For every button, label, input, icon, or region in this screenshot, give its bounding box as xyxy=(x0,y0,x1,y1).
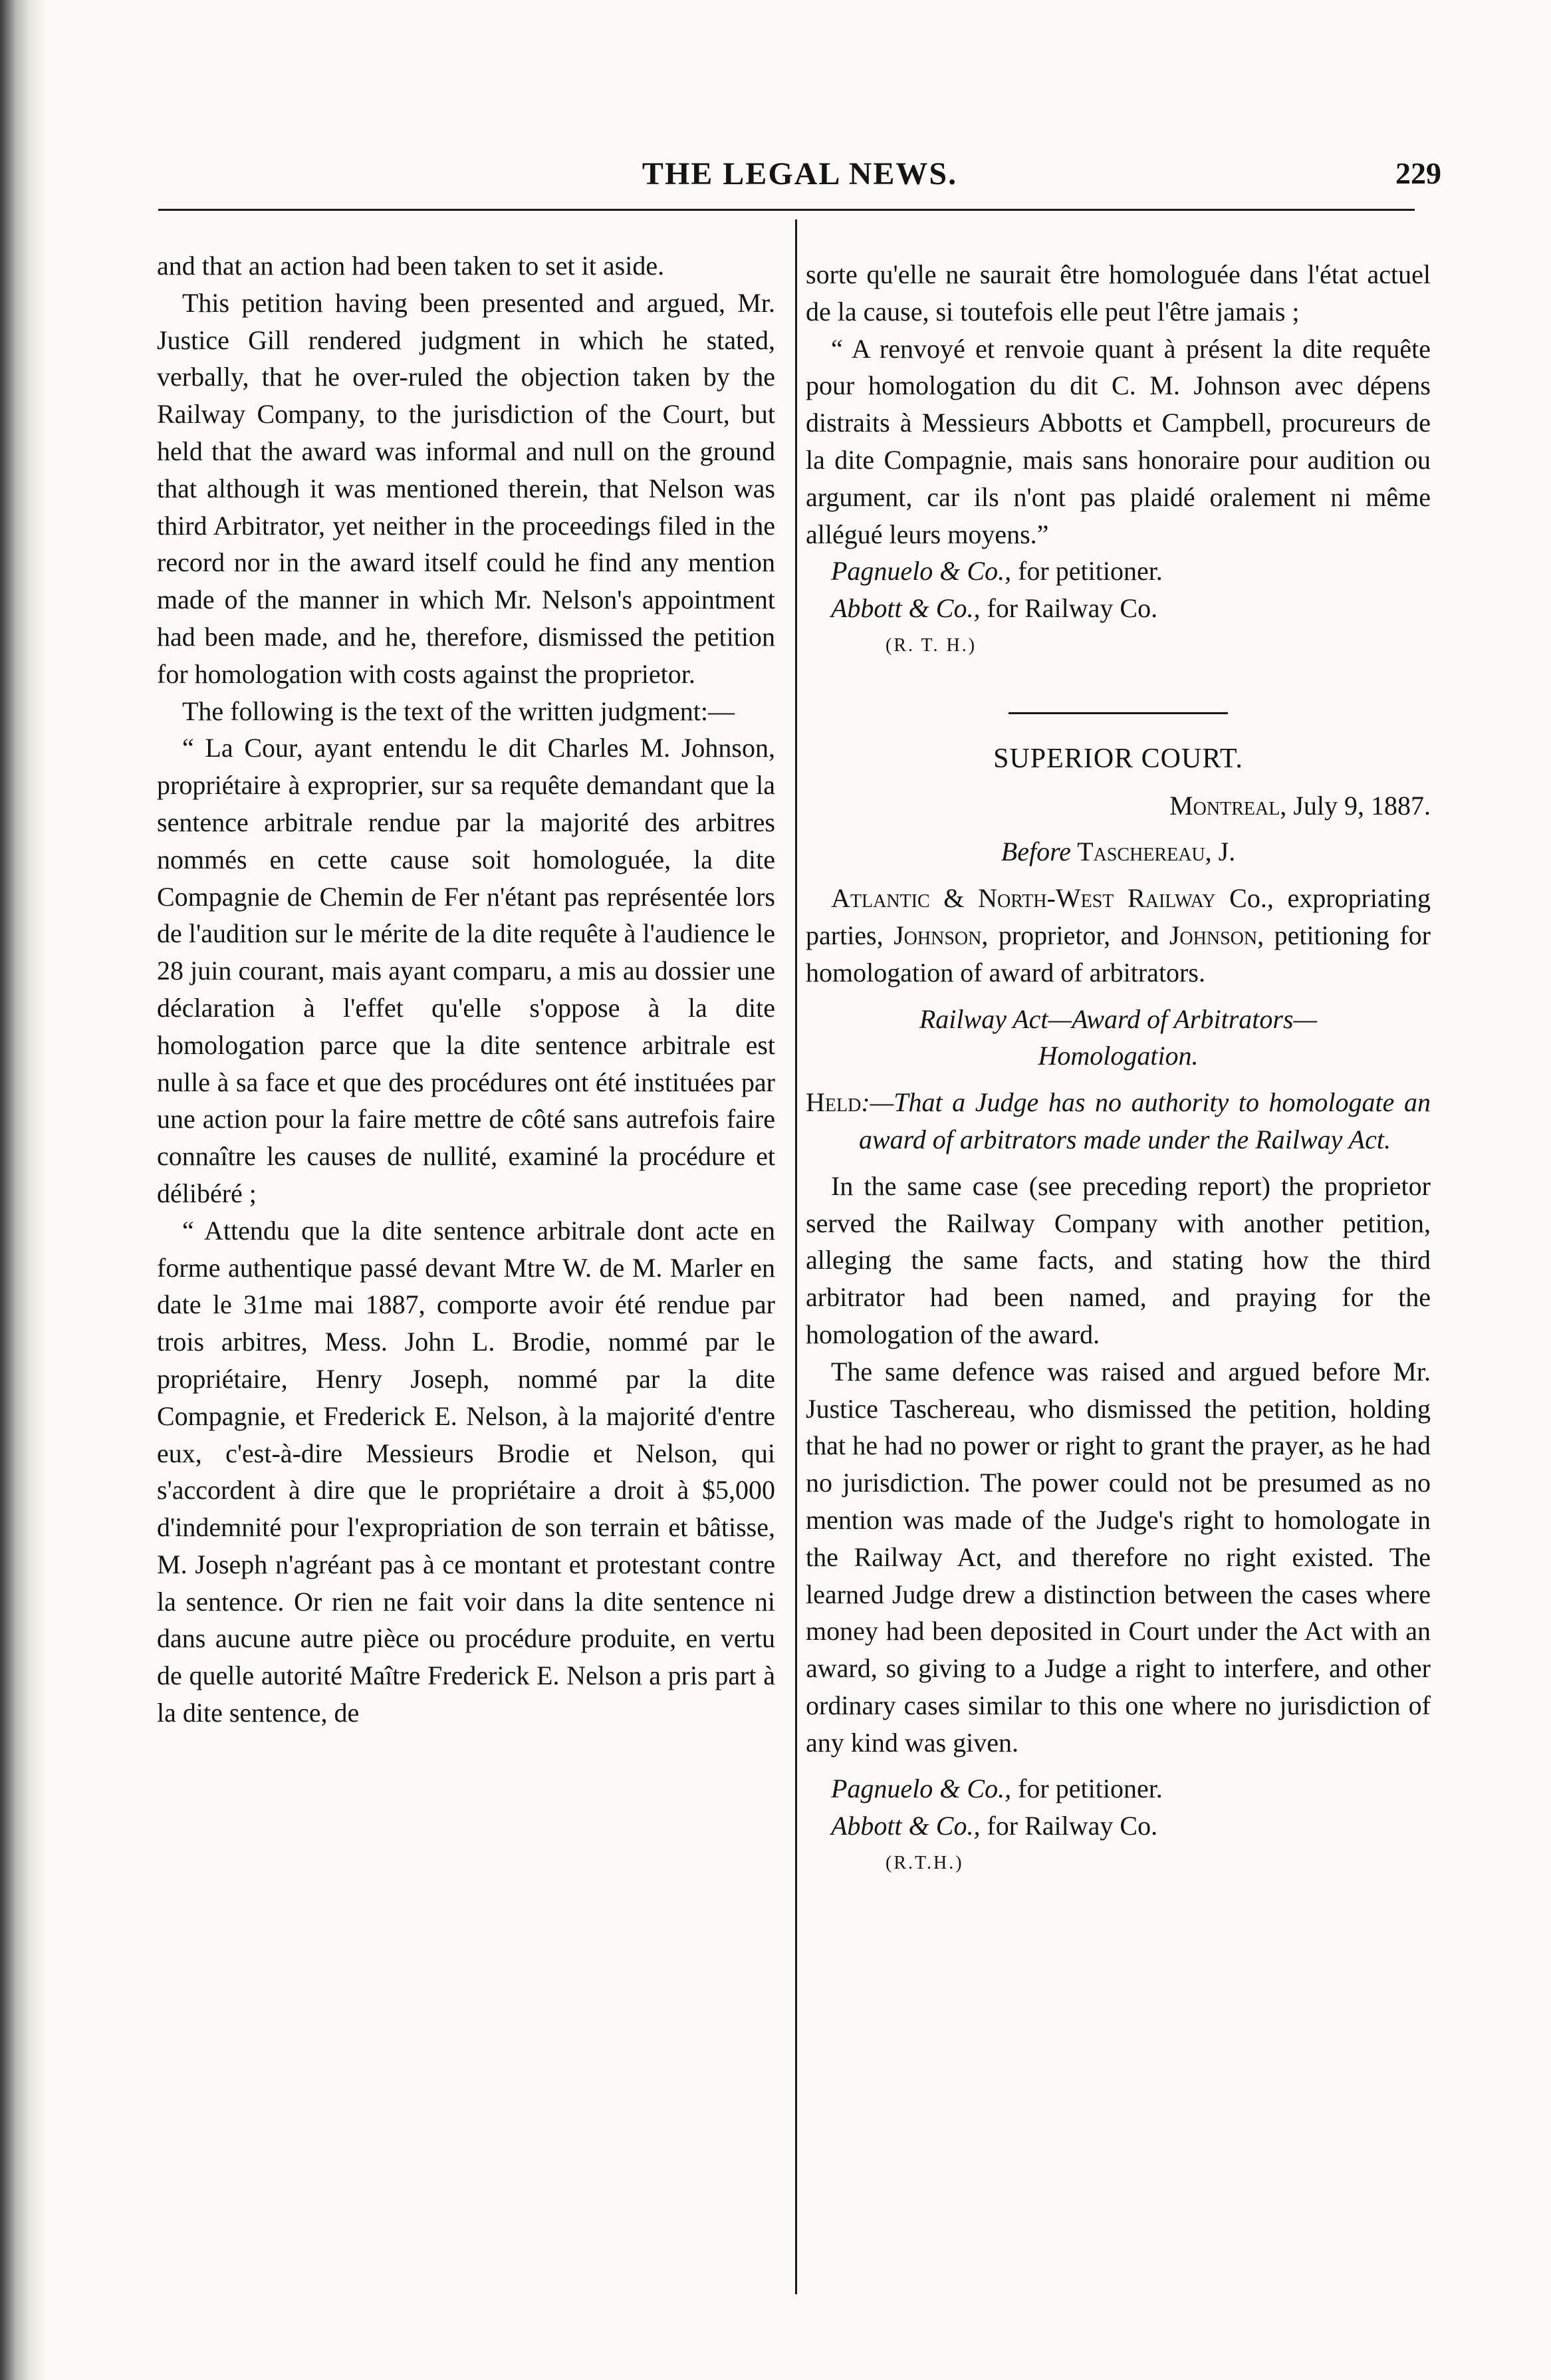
paragraph: This petition having been presented and argued, Mr. Justice Gill rendered judgment in which he stated, verbally, that he over-ruled the objection taken by the Railway Company, to the jurisdiction of the Court, but held that the award was informal and null on the ground that although it was mentioned therein, that Nelson was third Arbitrator, yet neither in the proceedings filed in the record nor in the award itself could he find any mention made of the manner in which Mr. Nelson's appointment had been made, and he, therefore, dismissed the petition for homologation with costs against the proprietor. xyxy=(157,287,775,689)
counsel-line xyxy=(806,553,1431,590)
held-label: Held xyxy=(806,1087,862,1118)
reporter-initials: (R.T.H.) xyxy=(886,1853,964,1874)
party-name: Johnson xyxy=(894,920,982,950)
judge-line xyxy=(806,833,1431,870)
party-name: Johnson xyxy=(1169,920,1258,950)
paragraph: “ Attendu que la dite sentence arbitrale dont acte en forme authentique passé devant Mtre W. de M. Marler en date le 31me mai 1887, comporte avoir été rendue par trois arbitres, Mess. John L. Brodie, nommé par le propriétaire, Henry Joseph, nommé par la dite Compagnie, et Frederick E. Nelson, à la majorité d'entre eux, c'est-à-dire Messieurs Brodie et Nelson, qui s'accordent à dire que le propriétaire a droit à $5,000 d'indemnité pour l'expropriation de son terrain et bâtisse, M. Joseph n'agréant pas à ce montant et protestant contre la sentence. Or rien ne fait voir dans la dite sentence ni dans aucune autre pièce ou procédure produite, en vertu de quelle autorité Maître Frederick E. Nelson a pris part à la dite sentence, de xyxy=(157,1215,775,1728)
page-header xyxy=(158,156,1441,196)
left-column xyxy=(157,247,775,1732)
running-title: THE LEGAL NEWS. xyxy=(642,156,958,192)
counsel-role: for Railway Co. xyxy=(980,593,1158,624)
counsel-line xyxy=(806,590,1431,627)
paragraph: “ La Cour, ayant entendu le dit Charles M. Johnson, propriétaire à exproprier, sur sa requête demandant que la sentence arbitrale rendue par la majorité des arbitres nommés en cette cause soit homologuée, la dite Compagnie de Chemin de Fer n'étant pas représentée lors de l'audition sur le mérite de la dite requête à l'audience le 28 juin courant, mais ayant comparu, a mis au dossier une déclaration à l'effet qu'elle s'oppose à la dite homologation parce que la dite sentence arbitrale est nulle à sa face et que des procédures ont été instituées par une action pour la faire mettre de côté sans autrefois faire connaître les causes de nullité, examiné la procédure et délibéré ; xyxy=(157,733,775,1208)
counsel-line xyxy=(806,1770,1431,1807)
held-text: :—That a Judge has no authority to homologate an award of arbitrators made under the Railway Act. xyxy=(859,1087,1431,1154)
party-name: North-West Railway xyxy=(978,883,1216,914)
page-number: 229 xyxy=(1395,156,1441,190)
party-text: , proprietor, and xyxy=(981,920,1169,950)
counsel-name: Pagnuelo & Co., xyxy=(831,556,1012,587)
headnote-line: Railway Act—Award of Arbitrators— xyxy=(919,1003,1318,1034)
counsel-role: for petitioner. xyxy=(1011,1774,1163,1804)
header-rule xyxy=(158,209,1415,211)
paragraph: sorte qu'elle ne saurait être homologuée dans l'état actuel de la cause, si toutefois elle peut l'être jamais ; xyxy=(806,259,1431,327)
place: Montreal, xyxy=(1169,790,1287,821)
paragraph: In the same case (see preceding report) the proprietor served the Railway Company with another petition, alleging the same facts, and stating how the third arbitrator had been named, and praying for the homologation of the award. xyxy=(806,1170,1431,1349)
paragraph: “ A renvoyé et renvoie quant à présent la dite requête pour homologation du dit C. M. Johnson avec dépens distraits à Messieurs Abbotts et Campbell, procureurs de la dite Compagnie, mais sans honoraire pour audition ou argument, car ils n'ont pas plaidé oralement ni même allégué leurs moyens.” xyxy=(806,333,1431,549)
reporter-initials: (R. T. H.) xyxy=(886,634,977,656)
column-divider xyxy=(795,219,797,2294)
date: July 9, 1887. xyxy=(1286,790,1431,821)
headnote-line: Homologation. xyxy=(1038,1041,1199,1071)
place-date xyxy=(806,787,1431,825)
counsel-role: for Railway Co. xyxy=(980,1811,1158,1841)
counsel-line xyxy=(806,1807,1431,1845)
party-name: Atlantic xyxy=(831,883,930,914)
held-note xyxy=(806,1084,1431,1158)
party-text: & xyxy=(929,883,979,914)
counsel-name: Abbott & Co., xyxy=(831,593,981,624)
page-edge-shadow xyxy=(0,0,47,2380)
paragraph: The following is the text of the written judgment:— xyxy=(182,696,735,726)
before-label: Before xyxy=(1001,837,1071,867)
counsel-name: Pagnuelo & Co., xyxy=(831,1774,1012,1804)
court-heading: SUPERIOR COURT. xyxy=(993,743,1243,774)
paragraph: and that an action had been taken to set it aside. xyxy=(157,251,665,281)
counsel-name: Abbott & Co., xyxy=(831,1811,981,1841)
right-column xyxy=(806,256,1431,1882)
party-text: Co., expropriating parties, xyxy=(806,883,1431,950)
section-rule xyxy=(1009,712,1228,714)
judge-name: Taschereau, J. xyxy=(1070,837,1236,867)
paragraph: The same defence was raised and argued before Mr. Justice Taschereau, who dismissed the petition, holding that he had no power or right to grant the prayer, as he had no jurisdiction. The power could not be presumed as no mention was made of the Judge's right to homologate in the Railway Act, and therefore no right existed. The learned Judge drew a distinction between the cases where money had been deposited in Court under the Act with an award, so giving to a Judge a right to interfere, and other ordinary cases similar to this one where no jurisdiction of any kind was given. xyxy=(806,1356,1431,1758)
party-text: , petitioning for homologation of award of arbitrators. xyxy=(806,920,1431,988)
counsel-role: for petitioner. xyxy=(1011,556,1163,587)
case-parties xyxy=(806,880,1431,991)
